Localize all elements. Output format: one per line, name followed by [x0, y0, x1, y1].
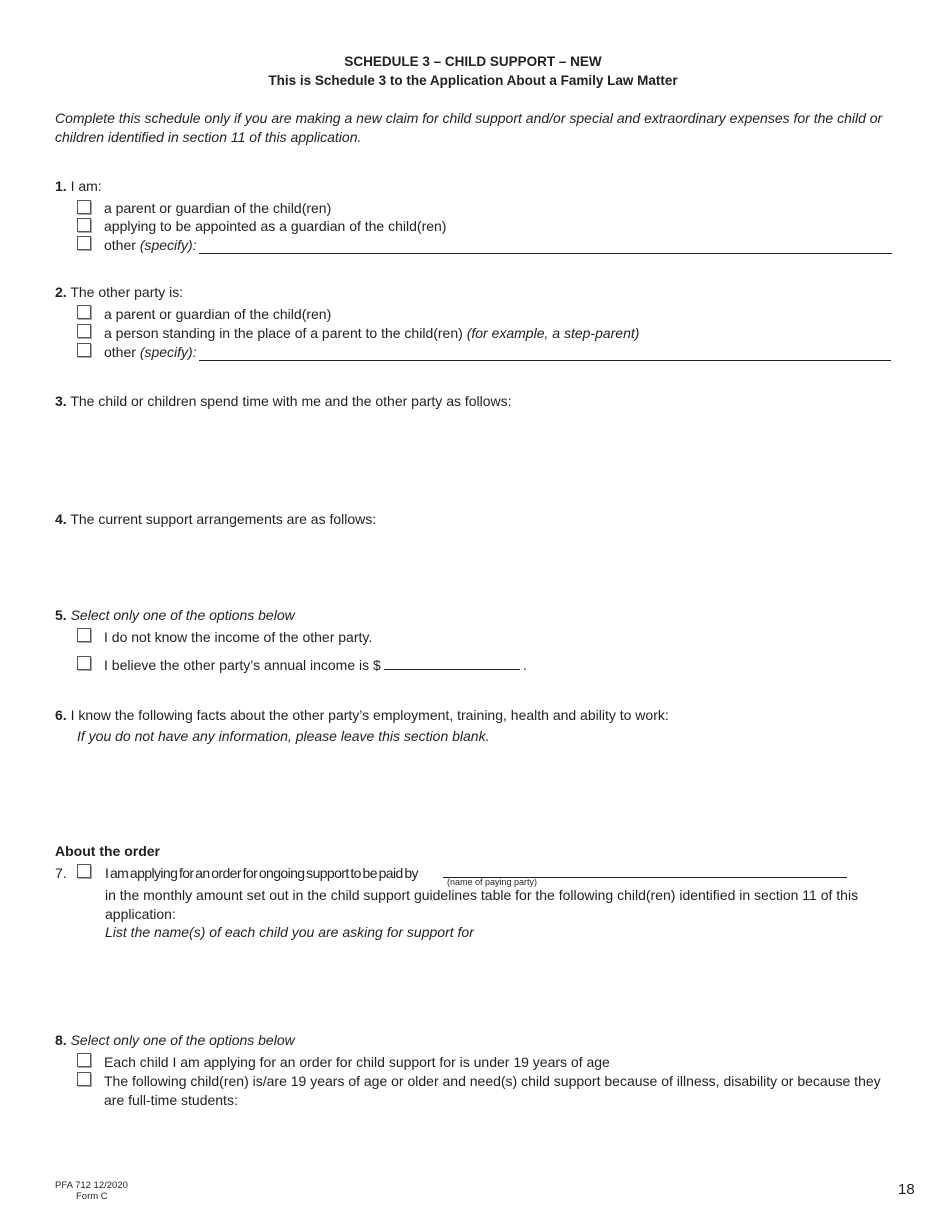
q3-answer-area[interactable] — [77, 414, 892, 502]
q2-option1-checkbox[interactable] — [77, 305, 91, 319]
q5-heading — [55, 607, 295, 623]
q1-other-label: other — [104, 237, 136, 253]
q5-instruction: Select only one of the options below — [70, 607, 295, 623]
q1-option2-checkbox[interactable] — [77, 218, 91, 232]
q2-option2-checkbox[interactable] — [77, 324, 91, 338]
q8-option1-checkbox[interactable] — [77, 1053, 91, 1067]
q1-other-specify-field[interactable] — [199, 253, 892, 254]
q5-option1-checkbox[interactable] — [77, 628, 91, 642]
q6-label: I know the following facts about the other party’s employment, training, health and ability to work: — [70, 707, 669, 723]
q7-number: 7. — [55, 865, 67, 881]
form-name: Form C — [76, 1191, 108, 1202]
q4-number: 4. — [55, 511, 67, 527]
q3-heading — [55, 393, 512, 409]
order-heading: About the order — [55, 843, 160, 859]
q3-number: 3. — [55, 393, 67, 409]
q8-option2-label: The following child(ren) is/are 19 years of age or older and need(s) child support because of illness, disability or because they are full-time students: — [104, 1073, 881, 1108]
q7-text2: in the monthly amount set out in the child support guidelines table for the following child(ren) identified in section 11 of this application: — [105, 887, 859, 922]
q5-period: . — [523, 657, 527, 673]
q2-other-label: other — [104, 344, 136, 360]
q2-other-specify-field[interactable] — [199, 360, 891, 361]
q6-answer-area[interactable] — [77, 750, 892, 830]
q8-option2-checkbox[interactable] — [77, 1072, 91, 1086]
q1-option1-label: a parent or guardian of the child(ren) — [104, 200, 332, 216]
q5-option2-label: I believe the other party’s annual income is $ — [104, 657, 381, 673]
q1-option2-label: applying to be appointed as a guardian of the child(ren) — [104, 218, 447, 234]
q2-specify-label: (specify): — [139, 344, 197, 360]
q5-option1-label: I do not know the income of the other party. — [104, 629, 373, 645]
q1-number: 1. — [55, 178, 67, 194]
q5-option2-checkbox[interactable] — [77, 656, 91, 670]
q2-option2-text: a person standing in the place of a parent to the child(ren) — [104, 325, 463, 341]
q1-option1-checkbox[interactable] — [77, 200, 91, 214]
q2-option3-label — [104, 344, 197, 360]
q2-option1-label: a parent or guardian of the child(ren) — [104, 306, 332, 322]
q2-option3-checkbox[interactable] — [77, 343, 91, 357]
q1-label: I am: — [70, 178, 102, 194]
q8-heading — [55, 1032, 295, 1048]
q1-specify-label: (specify): — [139, 237, 197, 253]
q6-note: If you do not have any information, please leave this section blank. — [77, 728, 490, 744]
q2-number: 2. — [55, 284, 67, 300]
q8-option1-label: Each child I am applying for an order for child support for is under 19 years of age — [104, 1054, 610, 1070]
q4-answer-area[interactable] — [77, 532, 892, 602]
q7-checkbox[interactable] — [77, 864, 91, 878]
q7-field-caption: (name of paying party) — [447, 877, 538, 887]
q2-label: The other party is: — [70, 284, 184, 300]
q4-heading — [55, 511, 376, 527]
q7-text: I am applying for an order for ongoing support to be paid by — [105, 865, 418, 881]
q4-label: The current support arrangements are as follows: — [70, 511, 377, 527]
q7-note: List the name(s) of each child you are asking for support for — [105, 924, 474, 940]
schedule-subtitle: This is Schedule 3 to the Application About a Family Law Matter — [268, 73, 678, 88]
q2-option2-label — [104, 325, 639, 341]
q2-heading — [55, 284, 183, 300]
q1-option3-checkbox[interactable] — [77, 236, 91, 250]
q5-income-field[interactable] — [384, 669, 520, 670]
q6-number: 6. — [55, 707, 67, 723]
q8-number: 8. — [55, 1032, 67, 1048]
q3-label: The child or children spend time with me and the other party as follows: — [70, 393, 512, 409]
q1-option3-label — [104, 237, 197, 253]
q8-instruction: Select only one of the options below — [70, 1032, 295, 1048]
q1-heading — [55, 178, 102, 194]
intro-text: Complete this schedule only if you are making a new claim for child support and/or special and extraordinary expenses for the child or children identified in section 11 of this application. — [55, 110, 883, 145]
q2-option2-note: (for example, a step-parent) — [466, 325, 640, 341]
schedule-title: SCHEDULE 3 – CHILD SUPPORT – NEW — [344, 54, 602, 69]
form-code: PFA 712 12/2020 — [55, 1180, 128, 1191]
q5-number: 5. — [55, 607, 67, 623]
q6-heading — [55, 707, 669, 723]
page-number: 18 — [898, 1181, 915, 1198]
q7-children-answer-area[interactable] — [105, 946, 892, 1016]
